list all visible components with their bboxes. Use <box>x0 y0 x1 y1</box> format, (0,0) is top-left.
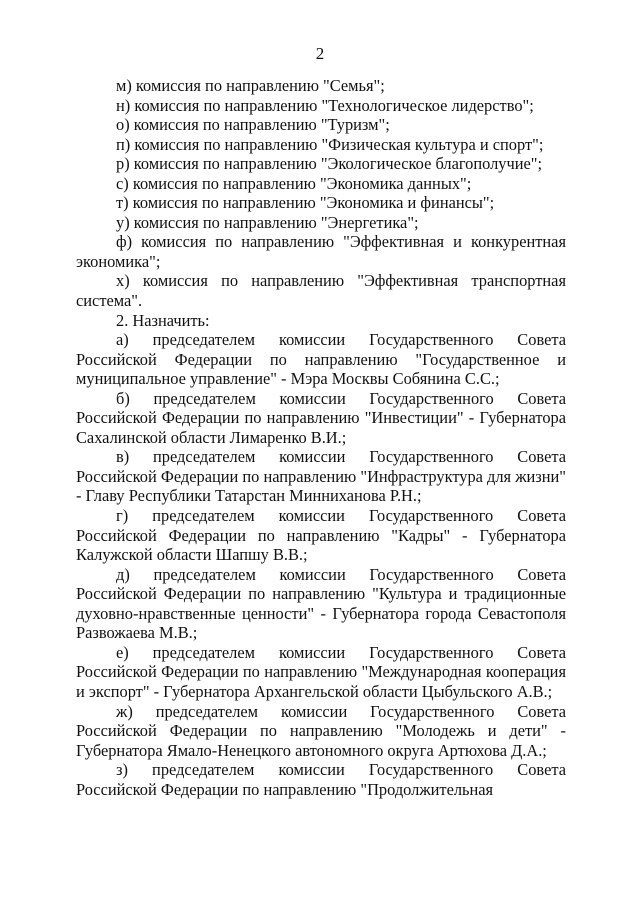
appointment-item-d: д) председателем комиссии Государственного Совета Российской Федерации по направлению "Культура и традиционные духовно-нравственные ценности" - Губернатора города Севастополя Развожаева М.В.; <box>76 564 566 643</box>
appointment-item-v: в) председателем комиссии Государственного Совета Российской Федерации по направлению "Инфраструктура для жизни" - Главу Республики Татарстан Минниханова Р.Н.; <box>76 447 566 506</box>
appointment-item-b: б) председателем комиссии Государственного Совета Российской Федерации по направлению "Инвестиции" - Губернатора Сахалинской области Лимаренко В.И.; <box>76 388 566 447</box>
appointment-item-zh: ж) председателем комиссии Государственного Совета Российской Федерации по направлению "Молодежь и дети" - Губернатора Ямало-Ненецкого автономного округа Артюхова Д.А.; <box>76 701 566 760</box>
section-2-heading: 2. Назначить: <box>116 310 210 330</box>
commission-item-n: н) комиссия по направлению "Технологическое лидерство"; <box>116 95 534 115</box>
commission-item-u: у) комиссия по направлению "Энергетика"; <box>116 212 419 232</box>
document-body <box>76 76 566 799</box>
appointment-item-e: е) председателем комиссии Государственного Совета Российской Федерации по направлению "Международная кооперация и экспорт" - Губернатора Архангельской области Цыбульского А.В.; <box>76 642 566 701</box>
commission-item-m: м) комиссия по направлению "Семья"; <box>116 76 385 95</box>
commission-item-s: с) комиссия по направлению "Экономика данных"; <box>116 173 472 193</box>
commission-item-o: о) комиссия по направлению "Туризм"; <box>116 115 390 135</box>
commission-item-p: п) комиссия по направлению "Физическая культура и спорт"; <box>116 134 544 154</box>
appointment-item-g: г) председателем комиссии Государственного Совета Российской Федерации по направлению "Кадры" - Губернатора Калужской области Шапшу В.В.; <box>76 506 566 565</box>
commission-item-r: р) комиссия по направлению "Экологическое благополучие"; <box>116 154 543 174</box>
commission-item-t: т) комиссия по направлению "Экономика и финансы"; <box>116 193 495 213</box>
appointment-item-z: з) председателем комиссии Государственного Совета Российской Федерации по направлению "Продолжительная <box>76 760 566 799</box>
commission-item-kh: х) комиссия по направлению "Эффективная транспортная система". <box>76 271 566 311</box>
page-number: 2 <box>315 44 325 63</box>
commission-item-f: ф) комиссия по направлению "Эффективная и конкурентная экономика"; <box>76 232 566 271</box>
appointment-item-a: а) председателем комиссии Государственного Совета Российской Федерации по направлению "Государственное и муниципальное управление" - Мэра Москвы Собянина С.С.; <box>76 330 566 389</box>
